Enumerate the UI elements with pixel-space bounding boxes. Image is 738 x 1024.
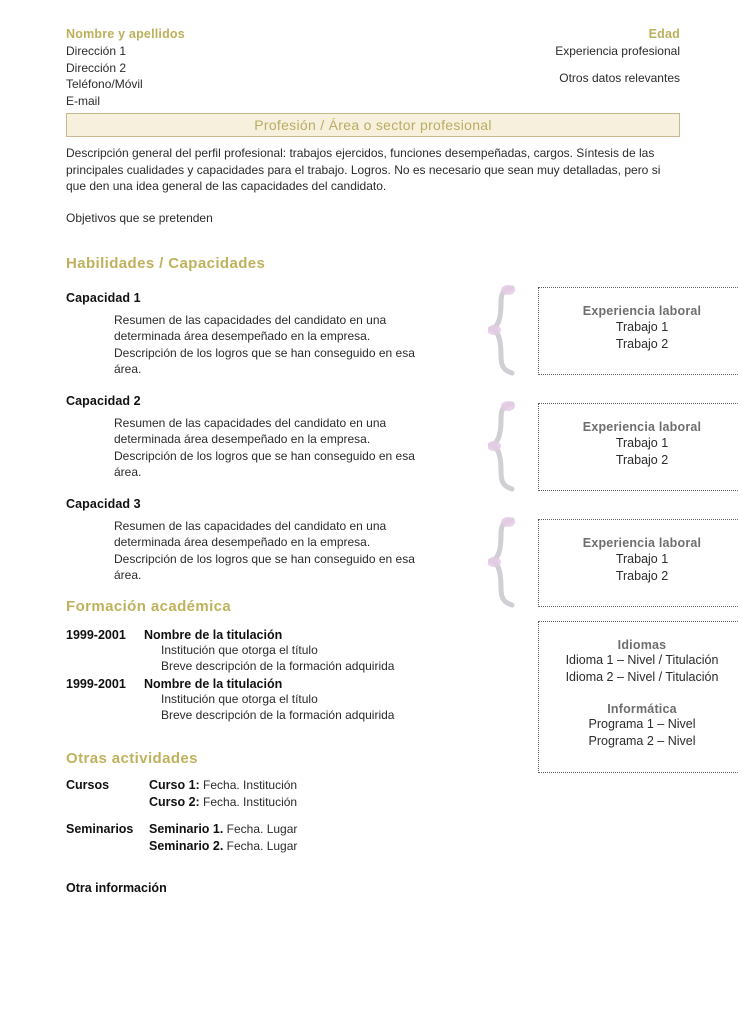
experience-box xyxy=(538,287,738,375)
curly-brace-icon xyxy=(488,517,522,603)
personal-details xyxy=(66,26,185,109)
language-line: Idioma 2 – Nivel / Titulación xyxy=(565,669,719,684)
activities-section-title: Otras actividades xyxy=(66,749,198,767)
education-years: 1999-2001 xyxy=(66,676,126,691)
experience-box-line: Trabajo 1 xyxy=(615,319,669,334)
capacity-title: Capacidad 2 xyxy=(66,393,141,408)
course-detail: Fecha. Institución xyxy=(199,777,298,792)
experience-box-line: Trabajo 2 xyxy=(615,452,669,467)
objectives-text: Objetivos que se pretenden xyxy=(66,210,213,225)
courses-label: Cursos xyxy=(66,777,110,792)
curly-brace-icon xyxy=(488,401,522,487)
experience-box xyxy=(538,403,738,491)
courses-row xyxy=(66,777,680,811)
experience-box-title: Experiencia laboral xyxy=(582,535,702,550)
curly-brace-icon xyxy=(488,285,522,371)
seminar-detail: Fecha. Lugar xyxy=(223,838,298,853)
experience-box-title: Experiencia laboral xyxy=(582,303,702,318)
education-degree: Nombre de la titulación xyxy=(144,627,283,642)
seminars-label: Seminarios xyxy=(66,821,134,836)
capacity-body: Resumen de las capacidades del candidato en una determinada área desempeñado en la empresa. Descripción de los logros que se han conseguido en esa área. xyxy=(114,312,415,376)
course-detail: Fecha. Institución xyxy=(199,794,298,809)
header-spacer xyxy=(555,60,680,70)
seminar-item xyxy=(149,821,297,838)
education-description: Breve descripción de la formación adquirida xyxy=(161,708,395,722)
experience-box-line: Trabajo 1 xyxy=(615,551,669,566)
language-line: Idioma 1 – Nivel / Titulación xyxy=(565,652,719,667)
capacity-body: Resumen de las capacidades del candidato en una determinada área desempeñado en la empresa. Descripción de los logros que se han conseguido en esa área. xyxy=(114,518,415,582)
experience-box-line: Trabajo 2 xyxy=(615,568,669,583)
seminar-detail: Fecha. Lugar xyxy=(223,821,298,836)
experience-box-line: Trabajo 1 xyxy=(615,435,669,450)
computing-line: Programa 2 – Nivel xyxy=(588,733,696,748)
education-section-title: Formación académica xyxy=(66,597,232,615)
computing-title: Informática xyxy=(607,701,677,716)
other-information-label: Otra información xyxy=(66,880,167,895)
address-line-1: Dirección 1 xyxy=(66,44,127,58)
profession-banner: Profesión / Área o sector profesional xyxy=(66,113,680,137)
course-name: Curso 2: xyxy=(149,794,200,809)
seminar-name: Seminario 1. xyxy=(149,821,224,836)
email-line: E-mail xyxy=(66,93,101,108)
courses-list xyxy=(149,777,297,811)
course-name: Curso 1: xyxy=(149,777,200,792)
experience-box-title: Experiencia laboral xyxy=(582,419,702,434)
education-degree: Nombre de la titulación xyxy=(144,676,283,691)
document-header xyxy=(66,26,680,109)
education-institution: Institución que otorga el título xyxy=(161,642,318,657)
box-spacer xyxy=(539,686,738,702)
education-institution: Institución que otorga el título xyxy=(161,691,318,706)
skills-section-title: Habilidades / Capacidades xyxy=(66,254,266,272)
course-item xyxy=(149,777,297,794)
languages-title: Idiomas xyxy=(617,637,667,652)
professional-summary-details xyxy=(555,26,680,86)
seminars-row xyxy=(66,821,680,855)
full-name: Nombre y apellidos xyxy=(66,27,185,41)
course-item xyxy=(149,794,297,811)
capacity-title: Capacidad 1 xyxy=(66,290,141,305)
capacity-body: Resumen de las capacidades del candidato en una determinada área desempeñado en la empresa. Descripción de los logros que se han conseguido en esa área. xyxy=(114,415,415,479)
computing-line: Programa 1 – Nivel xyxy=(588,716,696,731)
education-description: Breve descripción de la formación adquirida xyxy=(161,659,395,673)
experience-box-line: Trabajo 2 xyxy=(615,336,669,351)
seminar-name: Seminario 2. xyxy=(149,838,224,853)
capacity-title: Capacidad 3 xyxy=(66,496,141,511)
seminar-item xyxy=(149,838,297,855)
education-years: 1999-2001 xyxy=(66,627,126,642)
seminars-list xyxy=(149,821,297,855)
other-relevant-data-label: Otros datos relevantes xyxy=(559,70,680,85)
experience-box xyxy=(538,519,738,607)
address-line-2: Dirección 2 xyxy=(66,60,127,75)
professional-experience-label: Experiencia profesional xyxy=(555,44,680,58)
languages-computing-box xyxy=(538,621,738,773)
profile-description: Descripción general del perfil profesional: trabajos ejercidos, funciones desempeñadas, cargos. Síntesis de las principales cualidades y capacidades para el trabajo. Logros. No es necesario que sean muy detalladas, pero si que den una idea general de las capacidades del candidato. xyxy=(66,146,661,193)
age-label: Edad xyxy=(648,27,680,41)
phone-line: Teléfono/Móvil xyxy=(66,77,143,91)
